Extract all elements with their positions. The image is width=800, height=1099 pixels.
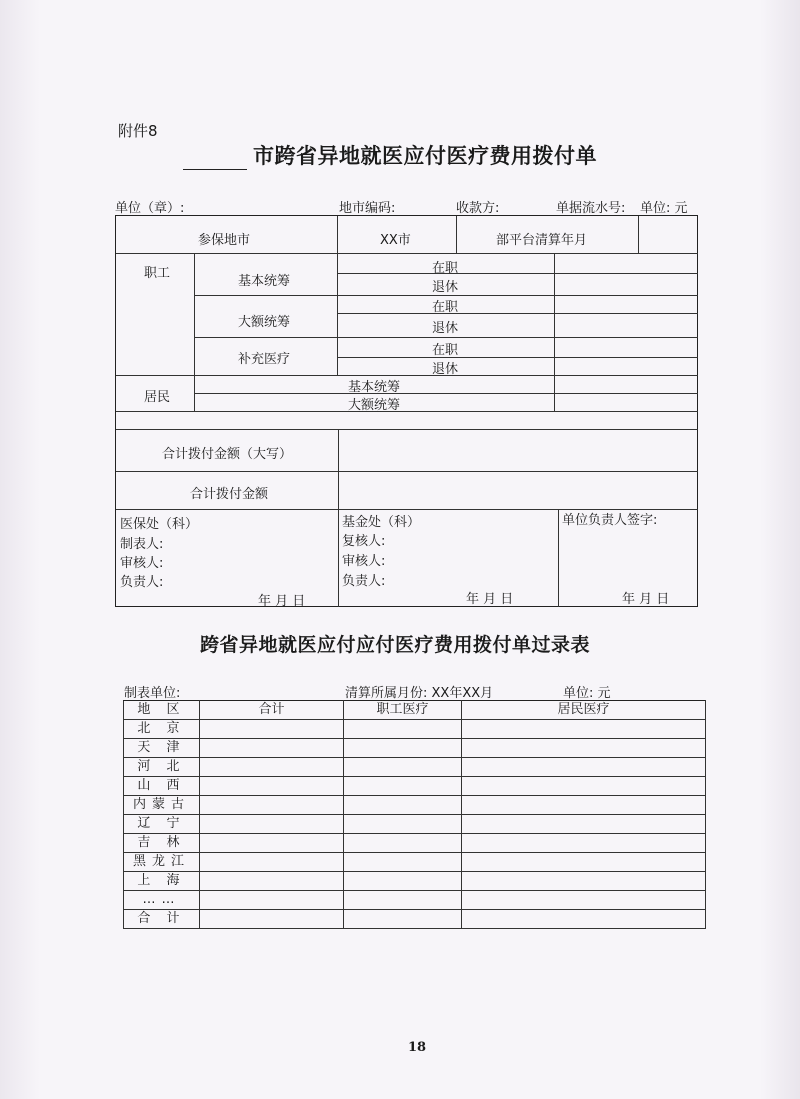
row-line <box>194 393 698 394</box>
value-cell[interactable] <box>462 815 706 834</box>
value-cell[interactable] <box>200 796 344 815</box>
value-cell[interactable] <box>200 758 344 777</box>
table-row <box>124 853 706 872</box>
table-row <box>124 720 706 739</box>
insured-city-value: XX市 <box>380 233 411 248</box>
row-line <box>116 375 698 376</box>
value-cell[interactable] <box>200 891 344 910</box>
table-row <box>124 872 706 891</box>
responsible-label: 负责人: <box>120 575 164 590</box>
supplement-retired: 退休 <box>432 362 459 377</box>
register-settle-month: 清算所属月份: XX年XX月 <box>345 686 494 701</box>
date-2: 年 月 日 <box>466 592 514 607</box>
row-line <box>337 357 698 358</box>
disbursement-form <box>115 215 698 607</box>
settle-month-label: 部平台清算年月 <box>496 233 588 248</box>
value-cell[interactable] <box>200 834 344 853</box>
value-cell[interactable] <box>200 777 344 796</box>
value-cell[interactable] <box>344 758 462 777</box>
region-cell: 吉 林 <box>124 834 200 853</box>
supplement-active: 在职 <box>432 343 459 358</box>
value-cell[interactable] <box>344 777 462 796</box>
total-amount-label: 合计拨付金额 <box>190 487 269 502</box>
major-active: 在职 <box>432 300 459 315</box>
col-line <box>638 216 639 253</box>
value-cell[interactable] <box>200 872 344 891</box>
col-line <box>337 253 338 375</box>
supplement-label: 补充医疗 <box>238 352 291 367</box>
value-cell[interactable] <box>462 891 706 910</box>
register-preparer-unit: 制表单位: <box>124 686 181 701</box>
value-cell[interactable] <box>462 796 706 815</box>
region-cell: 天 津 <box>124 739 200 758</box>
value-cell[interactable] <box>344 872 462 891</box>
region-cell: 内蒙古 <box>124 796 200 815</box>
region-cell: 北 京 <box>124 720 200 739</box>
col-line <box>194 253 195 411</box>
value-cell[interactable] <box>344 739 462 758</box>
register-title: 跨省异地就医应付应付医疗费用拨付单过录表 <box>200 634 591 656</box>
region-cell: 河 北 <box>124 758 200 777</box>
value-cell[interactable] <box>344 815 462 834</box>
table-row <box>124 777 706 796</box>
title-blank <box>183 151 247 170</box>
region-cell: 黑龙江 <box>124 853 200 872</box>
employee-label: 职工 <box>144 266 171 281</box>
date-3: 年 月 日 <box>622 592 670 607</box>
major-pool-label: 大额统筹 <box>238 315 291 330</box>
basic-active: 在职 <box>432 261 459 276</box>
register-table <box>123 700 706 929</box>
resident-major: 大额统筹 <box>348 398 401 413</box>
medical-office-label: 医保处（科） <box>120 517 199 532</box>
region-cell: 合 计 <box>124 910 200 929</box>
value-cell[interactable] <box>200 739 344 758</box>
col-resident: 居民医疗 <box>462 701 706 720</box>
table-row <box>124 910 706 929</box>
resident-basic: 基本统筹 <box>348 380 401 395</box>
region-cell: 上 海 <box>124 872 200 891</box>
row-line <box>337 313 698 314</box>
value-cell[interactable] <box>200 720 344 739</box>
value-cell[interactable] <box>462 853 706 872</box>
reviewer2-label: 审核人: <box>342 554 386 569</box>
value-cell[interactable] <box>344 910 462 929</box>
region-cell: 辽 宁 <box>124 815 200 834</box>
col-line <box>338 429 339 607</box>
unit-sign-label: 单位负责人签字: <box>562 513 658 528</box>
value-cell[interactable] <box>200 815 344 834</box>
table-row <box>124 758 706 777</box>
col-line <box>337 216 338 253</box>
date-1: 年 月 日 <box>258 594 306 609</box>
value-cell[interactable] <box>344 796 462 815</box>
header-city-code: 地市编码: <box>339 201 396 216</box>
header-serial: 单据流水号: <box>556 201 626 216</box>
row-line <box>116 429 698 430</box>
table-row <box>124 815 706 834</box>
form-title-text: 市跨省异地就医应付医疗费用拨付单 <box>253 144 597 168</box>
reviewer-label: 审核人: <box>120 556 164 571</box>
header-currency: 单位: 元 <box>640 201 688 216</box>
preparer-label: 制表人: <box>120 537 164 552</box>
insured-city-label: 参保地市 <box>198 233 251 248</box>
value-cell[interactable] <box>462 720 706 739</box>
row-line <box>116 471 698 472</box>
header-unit: 单位（章）: <box>115 201 185 216</box>
value-cell[interactable] <box>344 720 462 739</box>
col-employee: 职工医疗 <box>344 701 462 720</box>
responsible2-label: 负责人: <box>342 574 386 589</box>
value-cell[interactable] <box>344 891 462 910</box>
value-cell[interactable] <box>200 910 344 929</box>
col-line <box>456 216 457 253</box>
resident-label: 居民 <box>144 390 171 405</box>
value-cell[interactable] <box>462 872 706 891</box>
header-payee: 收款方: <box>456 201 500 216</box>
value-cell[interactable] <box>344 834 462 853</box>
form-title <box>183 140 597 170</box>
value-cell[interactable] <box>462 834 706 853</box>
row-line <box>116 253 698 254</box>
table-row <box>124 739 706 758</box>
row-line <box>194 337 698 338</box>
col-total: 合计 <box>200 701 344 720</box>
col-line <box>558 509 559 607</box>
register-currency: 单位: 元 <box>563 686 611 701</box>
value-cell[interactable] <box>462 777 706 796</box>
region-cell: 山 西 <box>124 777 200 796</box>
basic-pool-label: 基本统筹 <box>238 274 291 289</box>
region-cell: …… <box>124 891 200 910</box>
table-row <box>124 834 706 853</box>
register-header-row <box>124 701 706 720</box>
value-cell[interactable] <box>200 853 344 872</box>
page-number: 18 <box>408 1040 427 1055</box>
col-line <box>554 253 555 411</box>
row-line <box>337 273 698 274</box>
table-row <box>124 796 706 815</box>
basic-retired: 退休 <box>432 280 459 295</box>
row-line <box>116 411 698 412</box>
fund-office-label: 基金处（科） <box>342 515 421 530</box>
value-cell[interactable] <box>462 910 706 929</box>
col-region: 地 区 <box>124 701 200 720</box>
total-upper-label: 合计拨付金额（大写） <box>162 447 293 462</box>
value-cell[interactable] <box>462 739 706 758</box>
table-row <box>124 891 706 910</box>
value-cell[interactable] <box>462 758 706 777</box>
attachment-label: 附件8 <box>118 122 158 140</box>
major-retired: 退休 <box>432 321 459 336</box>
value-cell[interactable] <box>344 853 462 872</box>
rechecker-label: 复核人: <box>342 534 386 549</box>
